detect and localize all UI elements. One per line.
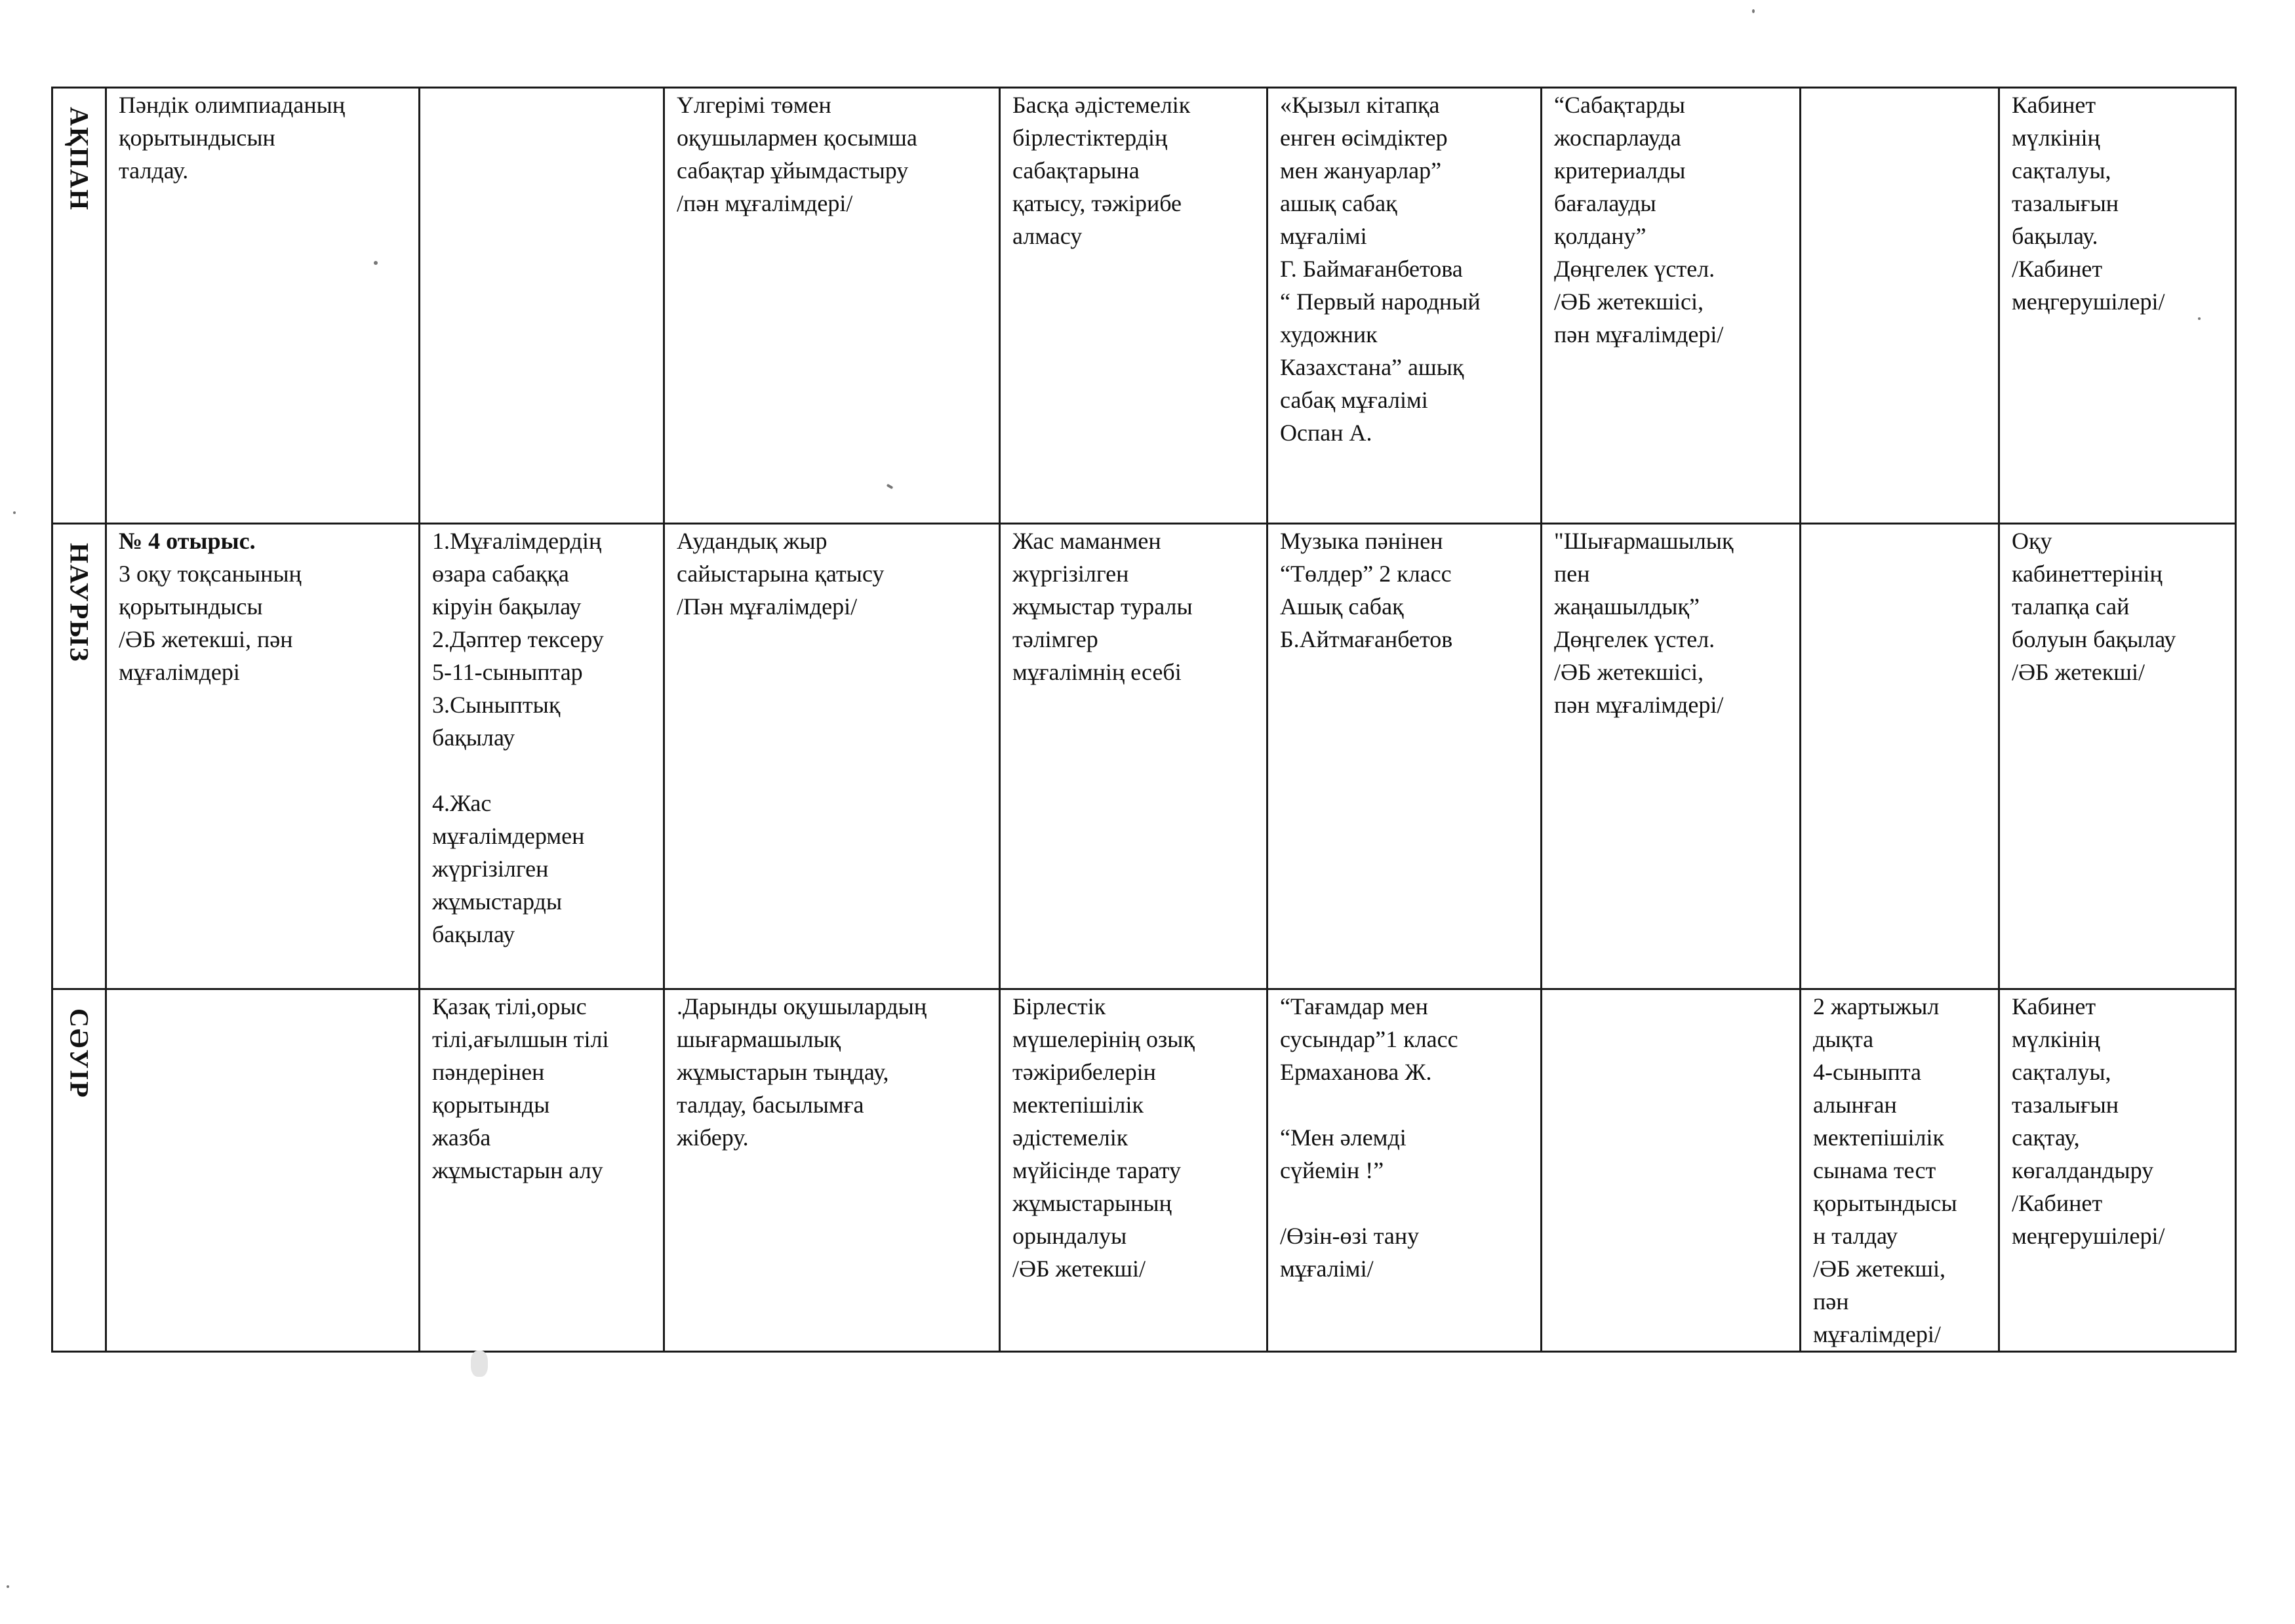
scan-speck bbox=[7, 1585, 9, 1588]
month-label: СӘУІР bbox=[64, 1008, 94, 1099]
table-cell bbox=[664, 88, 1000, 524]
month-cell bbox=[52, 88, 106, 524]
table-cell bbox=[1000, 989, 1267, 1352]
cell-text: 1.Мұғалімдердің өзара сабаққа кіруін бақылау 2.Дәптер тексеру 5-11-сыныптар 3.Сыныптық бақылау 4.Жас мұғалімдермен жүргізілген жұмыстарды бақылау bbox=[432, 528, 604, 947]
scan-speck bbox=[374, 261, 378, 265]
table-cell bbox=[1999, 88, 2236, 524]
cell-text: 3 оқу тоқсанының қорытындысы /ӘБ жетекші, пән мұғалімдері bbox=[119, 561, 302, 685]
table-cell bbox=[664, 524, 1000, 989]
month-cell bbox=[52, 989, 106, 1352]
table-cell bbox=[420, 88, 664, 524]
table-cell bbox=[1267, 989, 1542, 1352]
table-cell bbox=[106, 88, 420, 524]
meeting-title: № 4 отырыс. bbox=[119, 528, 256, 554]
cell-text: Бірлестік мүшелерінің озық тәжірибелерін мектепішілік әдістемелік мүйісінде тарату жұмыстарының орындалуы /ӘБ жетекші/ bbox=[1012, 993, 1195, 1282]
cell-text: 2 жартыжыл дықта 4-сыныпта алынған мектепішілік сынама тест қорытындысы н талдау /ӘБ жетекші, пән мұғалімдері/ bbox=[1813, 993, 1957, 1347]
cell-text: "Шығармашылық пен жаңашылдық” Дөңгелек үстел. /ӘБ жетекшісі, пән мұғалімдері/ bbox=[1554, 528, 1734, 718]
table-cell bbox=[1999, 524, 2236, 989]
scan-speck bbox=[1752, 9, 1755, 13]
cell-text: Басқа әдістемелік бірлестіктердің сабақтарына қатысу, тәжірибе алмасу bbox=[1012, 92, 1191, 249]
cell-text: “Сабақтарды жоспарлауда критериалды бағалауды қолдану” Дөңгелек үстел. /ӘБ жетекшісі, пән мұғалімдері/ bbox=[1554, 92, 1724, 347]
cell-text: Кабинет мүлкінің сақталуы, тазалығын бақылау. /Кабинет меңгерушілері/ bbox=[2012, 92, 2165, 315]
table-cell bbox=[1542, 88, 1801, 524]
cell-text: “Тағамдар мен сусындар”1 класс Ермаханова Ж. “Мен әлемді сүйемін !” /Өзін-өзі тану мұғалімі/ bbox=[1280, 993, 1458, 1282]
table-cell bbox=[106, 524, 420, 989]
table-row-february bbox=[52, 88, 2236, 524]
table-cell bbox=[1000, 524, 1267, 989]
table-cell bbox=[1801, 989, 1999, 1352]
table-cell bbox=[1801, 88, 1999, 524]
month-cell bbox=[52, 524, 106, 989]
cell-text: «Қызыл кітапқа енген өсімдіктер мен жануарлар” ашық сабақ мұғалімі Г. Баймағанбетова “ Первый народный художник Казахстана” ашық сабақ мұғалімі Оспан А. bbox=[1280, 92, 1481, 446]
table-row-april bbox=[52, 989, 2236, 1352]
table-cell bbox=[664, 989, 1000, 1352]
cell-text: .Дарынды оқушылардың шығармашылық жұмыстарын тыңдау, талдау, басылымға жіберу. bbox=[677, 993, 927, 1151]
cell-text: Пәндік олимпиаданың қорытындысын талдау. bbox=[119, 92, 346, 184]
table-cell bbox=[1999, 989, 2236, 1352]
table-cell bbox=[420, 989, 664, 1352]
cell-text: Аудандық жыр сайыстарына қатысу /Пән мұғалімдері/ bbox=[677, 528, 885, 620]
scan-speck bbox=[13, 511, 16, 514]
table-cell bbox=[1801, 524, 1999, 989]
work-plan-table bbox=[51, 87, 2237, 1353]
month-label: АҚПАН bbox=[64, 107, 94, 212]
scan-speck bbox=[2198, 317, 2201, 320]
cell-text: Үлгерімі төмен оқушылармен қосымша сабақтар ұйымдастыру /пән мұғалімдері/ bbox=[677, 92, 917, 216]
table-row-march bbox=[52, 524, 2236, 989]
table-cell bbox=[106, 989, 420, 1352]
table-cell bbox=[1267, 524, 1542, 989]
table-cell bbox=[1267, 88, 1542, 524]
table-cell bbox=[1542, 989, 1801, 1352]
cell-text: Музыка пәнінен “Төлдер” 2 класс Ашық сабақ Б.Айтмағанбетов bbox=[1280, 528, 1453, 652]
table-cell bbox=[420, 524, 664, 989]
month-label: НАУРЫЗ bbox=[64, 543, 94, 663]
table-cell bbox=[1000, 88, 1267, 524]
cell-text: Жас маманмен жүргізілген жұмыстар туралы тәлімгер мұғалімнің есебі bbox=[1012, 528, 1193, 685]
table-cell bbox=[1542, 524, 1801, 989]
cell-text: Қазақ тілі,орыс тілі,ағылшын тілі пәндерінен қорытынды жазба жұмыстарын алу bbox=[432, 993, 609, 1183]
cell-text: Кабинет мүлкінің сақталуы, тазалығын сақтау, көгалдандыру /Кабинет меңгерушілері/ bbox=[2012, 993, 2165, 1249]
scan-speck bbox=[471, 1351, 488, 1377]
cell-text: Оқу кабинеттерінің талапқа сай болуын бақылау /ӘБ жетекші/ bbox=[2012, 528, 2176, 685]
